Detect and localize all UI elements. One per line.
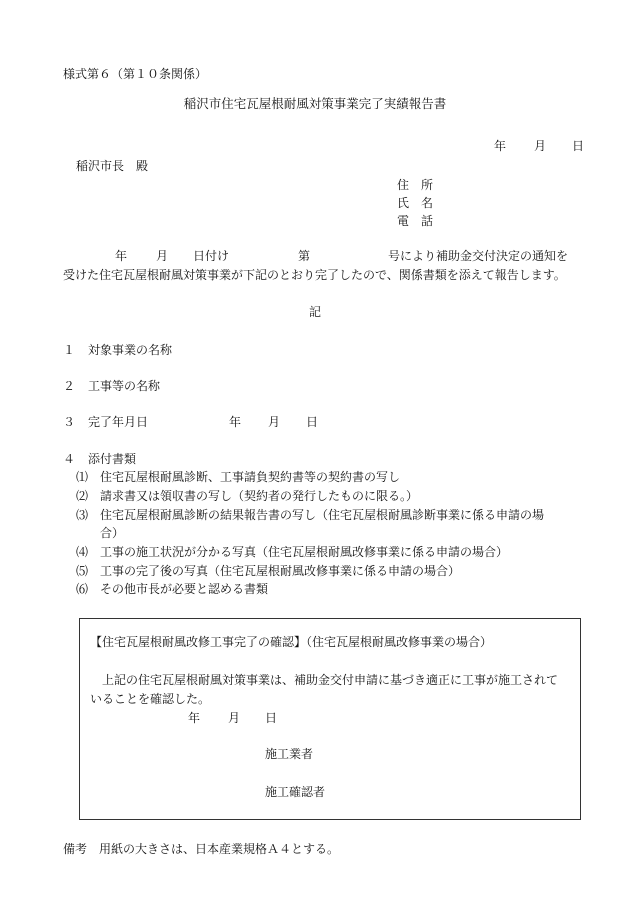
confirmation-day: 日 bbox=[265, 711, 278, 725]
remarks-note: 備考 用紙の大きさは、日本産業規格Ａ４とする。 bbox=[63, 842, 340, 856]
body-date-suffix: 日付け bbox=[193, 249, 230, 263]
item-3-number: ３ bbox=[63, 415, 76, 429]
attachment-2-text: 請求書又は領収書の写し（契約者の発行したものに限る。） bbox=[100, 489, 419, 503]
body-year: 年 bbox=[115, 249, 128, 263]
form-number: 様式第６（第１０条関係） bbox=[63, 67, 208, 81]
item-1-label: 対象事業の名称 bbox=[88, 343, 173, 357]
body-line2: 受けた住宅瓦屋根耐風対策事業が下記のとおり完了したので、関係書類を添えて報告します。 bbox=[63, 268, 566, 282]
confirmation-year: 年 bbox=[188, 711, 201, 725]
body-dai: 第 bbox=[298, 249, 311, 263]
item-3-day: 日 bbox=[306, 415, 319, 429]
item-3-year: 年 bbox=[229, 415, 242, 429]
attachment-1-number: ⑴ bbox=[76, 470, 89, 484]
attachment-3-text: 住宅瓦屋根耐風診断の結果報告書の写し（住宅瓦屋根耐風診断事業に係る申請の場 bbox=[100, 508, 545, 522]
attachment-3-number: ⑶ bbox=[76, 508, 89, 522]
item-3-label: 完了年月日 bbox=[88, 415, 149, 429]
item-3-month: 月 bbox=[268, 415, 281, 429]
attachment-1-text: 住宅瓦屋根耐風診断、工事請負契約書等の契約書の写し bbox=[100, 470, 401, 484]
attachment-4-number: ⑷ bbox=[76, 545, 89, 559]
applicant-name-label: 氏 名 bbox=[397, 196, 434, 210]
body-line1-rest: 号により補助金交付決定の通知を bbox=[388, 249, 569, 263]
attachment-3-continuation: 合） bbox=[100, 526, 125, 540]
item-4-number: ４ bbox=[63, 452, 76, 466]
item-2-label: 工事等の名称 bbox=[88, 379, 161, 393]
attachment-6-text: その他市長が必要と認める書類 bbox=[100, 582, 269, 596]
applicant-address-label: 住 所 bbox=[397, 178, 434, 192]
confirmation-month: 月 bbox=[228, 711, 241, 725]
header-date-day: 日 bbox=[572, 139, 585, 153]
item-4-label: 添付書類 bbox=[88, 452, 137, 466]
confirmation-line1: 上記の住宅瓦屋根耐風対策事業は、補助金交付申請に基づき適正に工事が施工されて bbox=[102, 673, 559, 687]
document-title: 稲沢市住宅瓦屋根耐風対策事業完了実績報告書 bbox=[183, 96, 447, 111]
header-date-year: 年 bbox=[494, 139, 507, 153]
attachment-4-text: 工事の施工状況が分かる写真（住宅瓦屋根耐風改修事業に係る申請の場合） bbox=[100, 545, 509, 559]
applicant-phone-label: 電 話 bbox=[397, 214, 434, 228]
addressee: 稲沢市長 殿 bbox=[76, 159, 149, 173]
confirmer-label: 施工確認者 bbox=[265, 785, 326, 799]
attachment-5-number: ⑸ bbox=[76, 564, 89, 578]
attachment-6-number: ⑹ bbox=[76, 582, 89, 596]
item-1-number: １ bbox=[63, 343, 76, 357]
confirmation-line2: いることを確認した。 bbox=[90, 692, 211, 706]
attachment-5-text: 工事の完了後の写真（住宅瓦屋根耐風改修事業に係る申請の場合） bbox=[100, 564, 461, 578]
item-2-number: ２ bbox=[63, 379, 76, 393]
ki-heading: 記 bbox=[308, 305, 321, 319]
confirmation-title: 【住宅瓦屋根耐風改修工事完了の確認】（住宅瓦屋根耐風改修事業の場合） bbox=[90, 635, 493, 649]
attachment-2-number: ⑵ bbox=[76, 489, 89, 503]
header-date-month: 月 bbox=[534, 139, 547, 153]
body-month: 月 bbox=[156, 249, 169, 263]
contractor-label: 施工業者 bbox=[265, 747, 314, 761]
